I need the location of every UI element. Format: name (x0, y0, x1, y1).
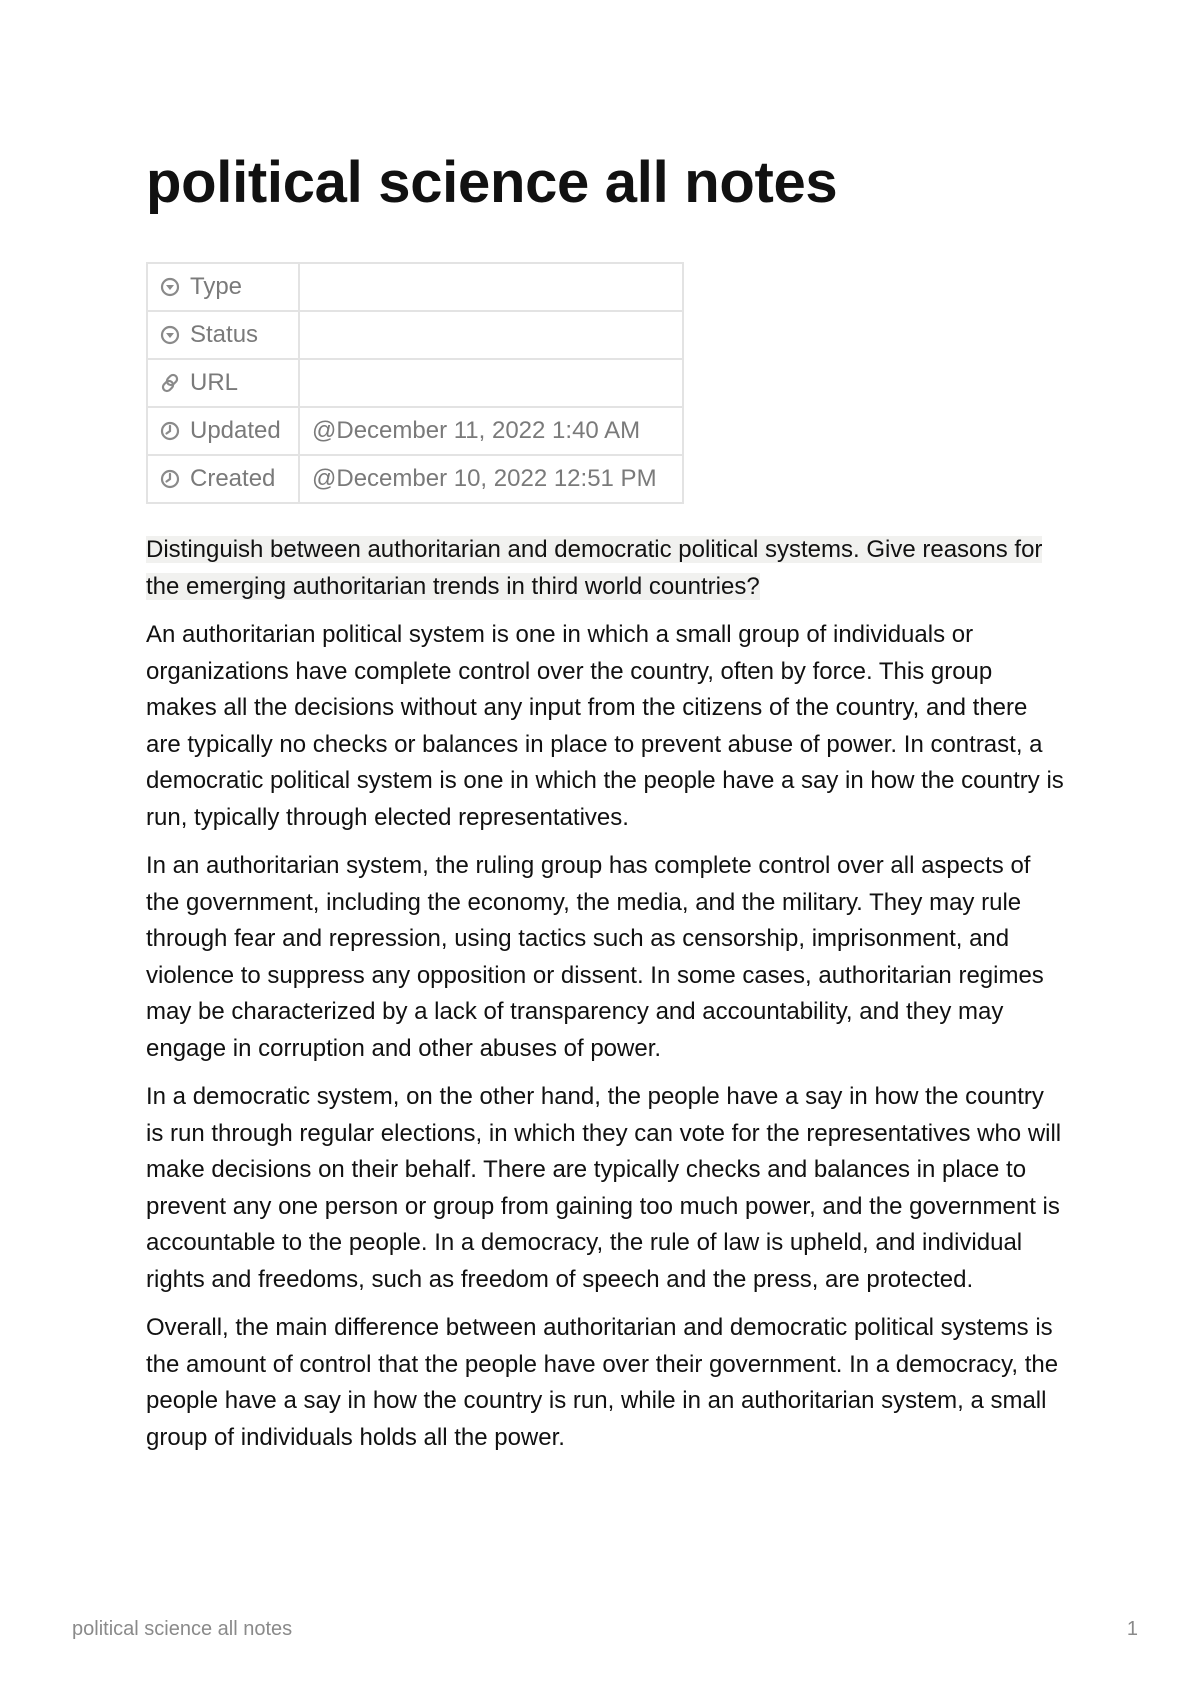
paragraph-4: Overall, the main difference between authoritarian and democratic political systems is the amount of control that the people have over their government. In a democracy, the people have a say in how the country is run, while in an authoritarian system, a small group of individuals holds all the power. (146, 1314, 1059, 1451)
property-value[interactable]: @December 11, 2022 1:40 AM (299, 407, 683, 455)
property-value[interactable] (299, 263, 683, 311)
property-row-url (147, 359, 683, 407)
property-value[interactable] (299, 311, 683, 359)
property-key (147, 263, 299, 311)
select-icon (160, 277, 180, 297)
footer-page-number: 1 (1126, 1618, 1138, 1640)
question-highlight: Distinguish between authoritarian and democratic political systems. Give reasons for the emerging authoritarian trends in third world countries? (146, 536, 1043, 600)
select-icon (160, 325, 180, 345)
footer-title: political science all notes (72, 1618, 293, 1640)
page-body (146, 532, 1066, 1468)
property-row-status (147, 311, 683, 359)
property-value[interactable]: @December 10, 2022 12:51 PM (299, 455, 683, 503)
property-label: Updated (190, 417, 281, 444)
properties-table (146, 262, 684, 504)
clock-icon (160, 421, 180, 441)
paragraph-2: In an authoritarian system, the ruling group has complete control over all aspects of the government, including the economy, the media, and the military. They may rule through fear and repression, using tactics such as censorship, imprisonment, and violence to suppress any opposition or dissent. In some cases, authoritarian regimes may be characterized by a lack of transparency and accountability, and they may engage in corruption and other abuses of power. (146, 852, 1044, 1062)
link-icon (160, 373, 180, 393)
property-row-type (147, 263, 683, 311)
property-label: Created (190, 465, 276, 492)
property-row-created (147, 455, 683, 503)
question-paragraph (146, 532, 1066, 605)
page-title: political science all notes (146, 150, 838, 215)
paragraph-3: In a democratic system, on the other hand, the people have a say in how the country is run through regular elections, in which they can vote for the representatives who will make decisions on their behalf. There are typically checks and balances in place to prevent any one person or group from gaining too much power, and the government is accountable to the people. In a democracy, the rule of law is upheld, and individual rights and freedoms, such as freedom of speech and the press, are protected. (146, 1083, 1062, 1293)
property-value[interactable] (299, 359, 683, 407)
clock-icon (160, 469, 180, 489)
property-key (147, 455, 299, 503)
property-label: Status (190, 321, 259, 348)
property-key (147, 407, 299, 455)
property-key (147, 359, 299, 407)
property-key (147, 311, 299, 359)
property-label: Type (190, 273, 243, 300)
paragraph-1: An authoritarian political system is one in which a small group of individuals or organizations have complete control over the country, often by force. This group makes all the decisions without any input from the citizens of the country, and there are typically no checks or balances in place to prevent abuse of power. In contrast, a democratic political system is one in which the people have a say in how the country is run, typically through elected representatives. (146, 621, 1064, 831)
property-label: URL (190, 369, 239, 396)
property-row-updated (147, 407, 683, 455)
